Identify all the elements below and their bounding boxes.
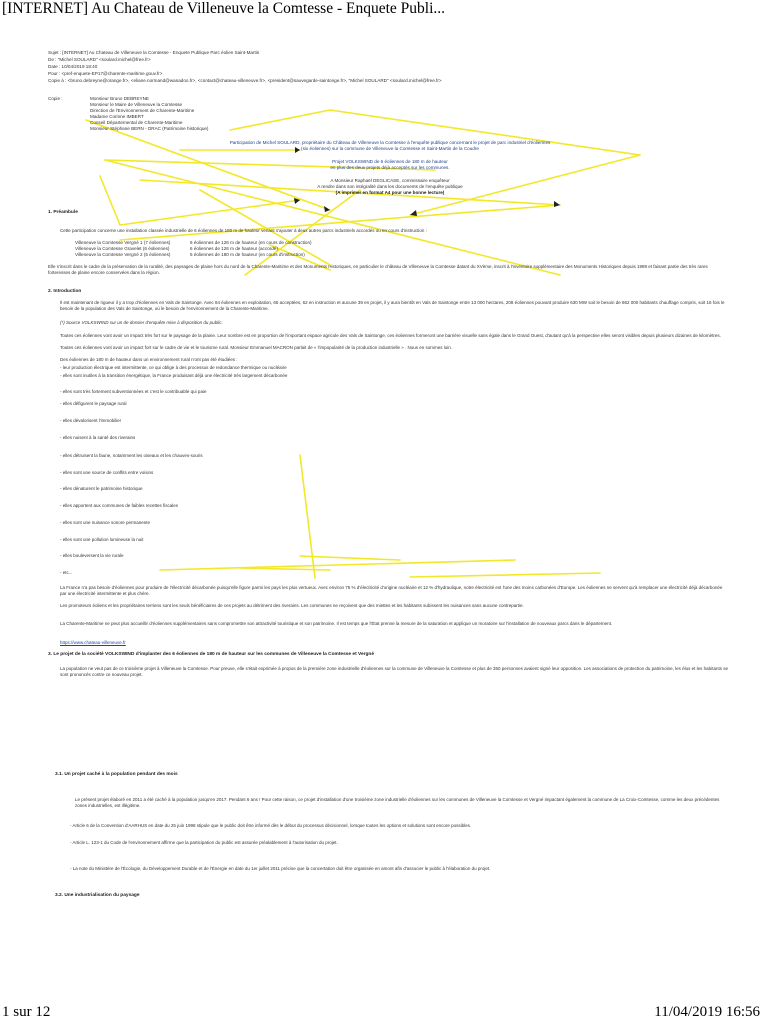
paragraph: Toutes ces éoliennes vont avoir un impact très fort sur le paysage de la plaine. Leur nombre est en proportion de l'important espace agricole des Vals de Saintonge, ces éoliennes formeront une barrière visuelle sans égale dans le Grand Ouest, d'autant qu'à la perspective elles seront visibles depuis plusieurs dizaines de kilomètres. — [60, 333, 721, 338]
arrowhead — [410, 210, 417, 216]
highlight-line — [230, 110, 330, 130]
bullet-item: - Article L. 123-1 du Code de l'environnement affirme que la participation du public est assurée préalablement à l'autorisation du projet. — [70, 840, 730, 846]
header-to: Pour : <pref-enquete-EP17@charente-maritime.gouv.fr> — [48, 71, 163, 76]
copy-recipient: Monsieur Bruno DEBREYNE — [90, 96, 149, 101]
bullet-item: - leur production électrique est intermittente, ce qui oblige à des processus de redondance thermique ou nucléaire — [60, 365, 730, 371]
highlight-line — [120, 200, 300, 225]
section-heading: 1. Préambule — [48, 210, 78, 215]
park-name: Villeneuve la Comtesse Vergné 2 (5 éoliennes) — [75, 252, 171, 257]
bullet-item: - elles dévalorisent l'immobilier — [60, 418, 730, 424]
paragraph: Elle s'inscrit dans le cadre de la préservation de la ruralité, des paysages de plaine hors du nord de la Charente-Maritime et des Monuments Historiques, en particulier le château de Villeneuve la Comtesse datant du XVème, inscrit à l'inventoire supplémentaire des Monuments Historiques depuis 1989 et faisant partie des très rares forteresses de plaine encore conservées dans la région. — [48, 264, 708, 275]
park-note: 6 éoliennes de 126 m de hauteur (accordé) — [190, 246, 278, 251]
bullet-item: - etc... — [60, 570, 730, 576]
header-date: Date : 10/04/2019 18:40 — [48, 64, 98, 69]
header-from: De : "Michel SOULARD" <soulard.michel@free.fr> — [48, 57, 151, 62]
page-indicator: 1 sur 12 — [2, 1004, 51, 1020]
paragraph: Toutes ces éoliennes vont avoir un impact fort sur le cadre de vie et le tourisme rural. Monsieur Emmanuel MACRON parlait de « l'impopularité de la production industrielle » . Nous en sommes loin. — [60, 345, 453, 350]
paragraph: Le présent projet élaboré en 2011 a été caché à la population jusqu'en 2017. Pendant 6 ans ! Pour cette raison, ce projet d'installation d'une troisième zone industrielle d'éoliennes sur les communes de Villeneuve la Comtesse et Vergné impactant également la commune de La Croix-Comtesse, comme les deux précédentes zones industrielles, est illégitime. — [75, 797, 720, 808]
intro-line: en plus des deux projets déjà acceptés sur les communes. — [330, 165, 450, 170]
paragraph: La population ne veut pas de ce troisième projet à Villeneuve la Comtesse. Pour preuve, elle s'était exprimée à propos de la première zone industrielle d'éoliennes sur la commune de Villeneuve la Comtesse et plus de 350 personnes avaient signé leur opposition. Les associations de protection du patrimoine, les élus et les habitants se sont prononcés contre ce nouveau projet. — [60, 666, 728, 677]
bullet-item: - elles apportent aux communes de faibles recettes fiscales — [60, 503, 730, 509]
intro-line: Participation de Michel SOULARD, propriétaire du Château de Villeneuve la Comtesse à l'enquête publique concernant le projet de parc industriel d'éoliennes — [229, 140, 551, 145]
bullet-item: - elles dénaturent le patrimoine historique — [60, 486, 730, 492]
highlight-line — [100, 176, 120, 225]
highlight-line — [120, 205, 560, 240]
bullet-item: - elles détruisent la faune, notamment les oiseaux et les chauves-souris — [60, 453, 730, 459]
bullet-item: - elles sont inutiles à la transition énergétique, la France produisant déjà une électricité très largement décarbonée — [60, 373, 730, 379]
header-subject: Sujet : [INTERNET] Au Chateau de Villeneuve la Comtesse - Enquete Publique Parc éolien Saint-Martin — [48, 50, 260, 55]
subsection-heading: 3.1. Un projet caché à la population pendant des mois — [55, 772, 178, 777]
copy-recipient: Monsieur le Maire de Villeneuve la Comtesse — [90, 102, 183, 107]
copy-recipient: Conseil Départemental de Charente-Maritime — [90, 120, 183, 125]
park-name: Villeneuve la Comtesse Vergné 1 (7 éoliennes) — [75, 240, 171, 245]
intro-line: A rendre dans son intégralité dans les documents de l'enquête publique — [317, 184, 463, 189]
window-title: [INTERNET] Au Chateau de Villeneuve la Comtesse - Enquete Publi... — [2, 0, 446, 17]
paragraph: Les promoteurs éoliens et les propriétaires terriens sont les seuls bénéficiaires de ces projets au détriment des riverains. Les communes ne reçoivent que des miettes et les habitants subissent les nuisances sans aucune contrepartie. — [60, 603, 524, 608]
print-datetime: 11/04/2019 16:56 — [654, 1004, 760, 1020]
park-note: 6 éoliennes de 126 m de hauteur (en cours de construction) — [190, 240, 312, 245]
bullet-item: - elles bouleversent la vie rurale — [60, 553, 730, 559]
arrowhead — [554, 201, 560, 207]
park-name: Villeneuve la Comtesse Gravelet (6 éoliennes) — [75, 246, 170, 251]
park-note: 5 éoliennes de 180 m de hauteur (en cours d'instruction) — [190, 252, 305, 257]
paragraph: (*) Source VOLKSWIND sur un de dossier d'enquête mise à disposition du public. — [60, 320, 223, 325]
bullet-item: - Article 6 de la Convention d'AARHUS en date du 25 juin 1998 stipule que le public doit être informé dès le début du processus décisionnel, lorsque toutes les options et solutions sont encore possibles. — [70, 823, 730, 829]
bullet-item: - La note du Ministère de l'Écologie, du Développement Durable et de l'Énergie en date du 1er juillet 2011 précise que la concertation doit être organisée en amont afin d'associer le public à l'élaboration du projet. — [70, 866, 730, 872]
paragraph: Cette participation concerne une installation classée industrielle de 6 éoliennes de 180 m de hauteur venant s'ajouter à deux autres parcs industriels accordés ou en cours d'instruction : — [60, 228, 427, 233]
bullet-item: - elles nuisent à la santé des riverains — [60, 435, 730, 441]
paragraph: La Charente-Maritime ne peut plus accueillir d'éoliennes supplémentaires sans compromettre son attractivité touristique et son patrimoine. Il est temps que l'État prenne la mesure de la saturation et applique un moratoire sur l'installation de nouveaux parcs dans le département. — [60, 621, 613, 626]
bullet-item: - elles défigurent le paysage rural — [60, 401, 730, 407]
paragraph: Il est maintenant de rigueur il y a trop d'éoliennes en Vals de Saintonge. Avec 84 éoliennes en exploitation, 66 acceptées, 62 en instruction et aucune 39 en projet, il y aura bientôt en Vals de Saintonge entre 13 000 hectares, 208 éoliennes pouvant produire 630 MW soit le besoin de 862 000 habitants chauffage compris, soit 16 fois le besoin de la population des Vals de Saintonge, où le besoin de l'environnement de la Charente-Maritime. — [60, 300, 725, 311]
intro-line: (A imprimer en format A4 pour une bonne lecture) — [335, 190, 445, 195]
section-heading: 2. Introduction — [48, 289, 82, 294]
paragraph: La France n'a pas besoin d'éoliennes pour produire de l'électricité décarbonée puisqu'elle figure parmi les pays les plus vertueux. Avec environ 75 % d'électricité d'origine nucléaire et 12 % d'hydraulique, notre électricité est l'une des moins carbonées d'Europe. Les éoliennes ne servent qu'à remplacer une électricité déjà décarbonée par une électricité intermittente et plus chère. — [60, 585, 723, 596]
website-link[interactable]: https://www.chateau-villeneuve.fr — [60, 640, 126, 645]
intro-line: A Monsieur Raphaël DEGLICASE, commissaire enquêteur — [330, 178, 450, 183]
copy-recipient: Monsieur Stéphane BERN - DRAC (Patrimoine historique) — [90, 126, 209, 131]
highlight-line — [160, 560, 515, 570]
bullet-item: - elles sont une source de conflits entre voisins — [60, 470, 730, 476]
copy-recipient: Direction de l'Environnement de Charente-Maritime — [90, 108, 195, 113]
subsection-heading: 3.2. Une industrialisation du paysage — [55, 893, 140, 898]
intro-line: Projet VOLKSWIND de 6 éoliennes de 180 m de hauteur — [332, 159, 448, 164]
paragraph: Des éoliennes de 180 m de hauteur dans un environnement rural n'ont pas été étudiées : — [60, 357, 238, 362]
intro-line: (six éoliennes) sur la commune de Villeneuve la Comtesse et Saint-Martin de la Coudre — [301, 146, 479, 151]
copies-label: Copie : — [48, 96, 63, 101]
section-heading: 3. Le projet de la société VOLKSWIND d'implanter des 6 éoliennes de 180 m de hauteur sur les communes de Villeneuve la Comtesse et Vergné — [48, 652, 375, 657]
bullet-item: - elles sont une nuisance sonore permanente — [60, 520, 730, 526]
bullet-item: - elles sont une pollution lumineuse la nuit — [60, 537, 730, 543]
header-cc: Copie à : <bruno.debreyne@orange.fr>, <eliane.normand@wanadoo.fr>, <contact@chateau-villeneuve.fr>, <president@sauvegarde-saintonge.fr>, "Michel SOULARD" <soulard.michel@free.fr> — [48, 78, 442, 83]
bullet-item: - elles sont très fortement subventionnées et c'est le contribuable qui paie — [60, 389, 730, 395]
copy-recipient: Madame Corinne IMBERT — [90, 114, 144, 119]
